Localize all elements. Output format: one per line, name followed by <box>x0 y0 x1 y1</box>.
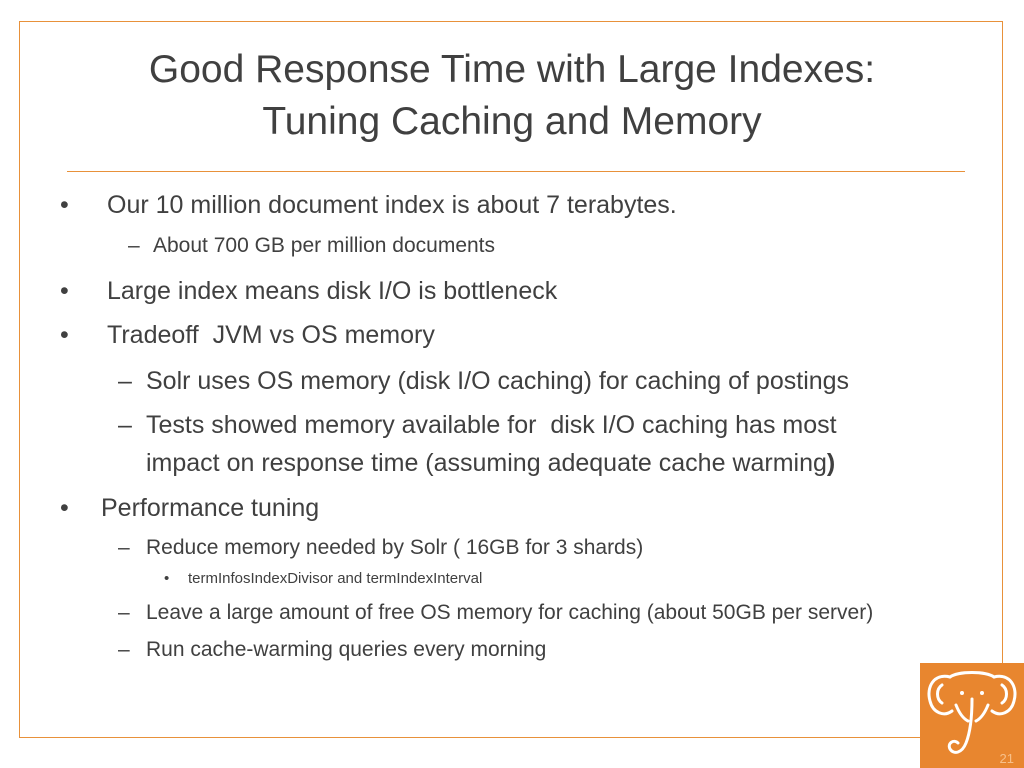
bullet-marker: • <box>60 277 69 305</box>
bullet-text: Run cache-warming queries every morning <box>146 638 547 661</box>
dash-marker: – <box>118 411 132 439</box>
title-line-1: Good Response Time with Large Indexes: <box>148 48 876 91</box>
page-number: 21 <box>999 751 1014 766</box>
bullet-marker: • <box>164 570 170 587</box>
bullet-text: Large index means disk I/O is bottleneck <box>107 277 558 305</box>
bullet-marker: • <box>60 494 69 522</box>
bullet-text: Tradeoff JVM vs OS memory <box>107 321 435 349</box>
closing-paren: ) <box>826 449 836 477</box>
bullet-text-line-2: impact on response time (assuming adequate cache warming <box>146 449 827 477</box>
bullet-text: Our 10 million document index is about 7 terabytes. <box>107 191 677 219</box>
dash-marker: – <box>118 367 132 395</box>
bullet-marker: • <box>60 191 69 219</box>
dash-marker: – <box>118 638 130 661</box>
dash-marker: – <box>128 234 140 257</box>
bullet-text: termInfosIndexDivisor and termIndexInterval <box>188 570 483 587</box>
logo-box <box>920 663 1024 768</box>
dash-marker: – <box>118 601 130 624</box>
bullet-text: Performance tuning <box>101 494 320 522</box>
dash-marker: – <box>118 536 130 559</box>
bullet-text: About 700 GB per million documents <box>153 234 496 257</box>
bullet-text: Solr uses OS memory (disk I/O caching) for caching of postings <box>146 367 850 395</box>
bullet-text: Reduce memory needed by Solr ( 16GB for 3 shards) <box>146 536 644 559</box>
title-line-2: Tuning Caching and Memory <box>262 100 762 143</box>
bullet-text-line-1: Tests showed memory available for disk I/O caching has most <box>146 411 837 439</box>
bullet-text: Leave a large amount of free OS memory for caching (about 50GB per server) <box>146 601 874 624</box>
bullet-marker: • <box>60 321 69 349</box>
